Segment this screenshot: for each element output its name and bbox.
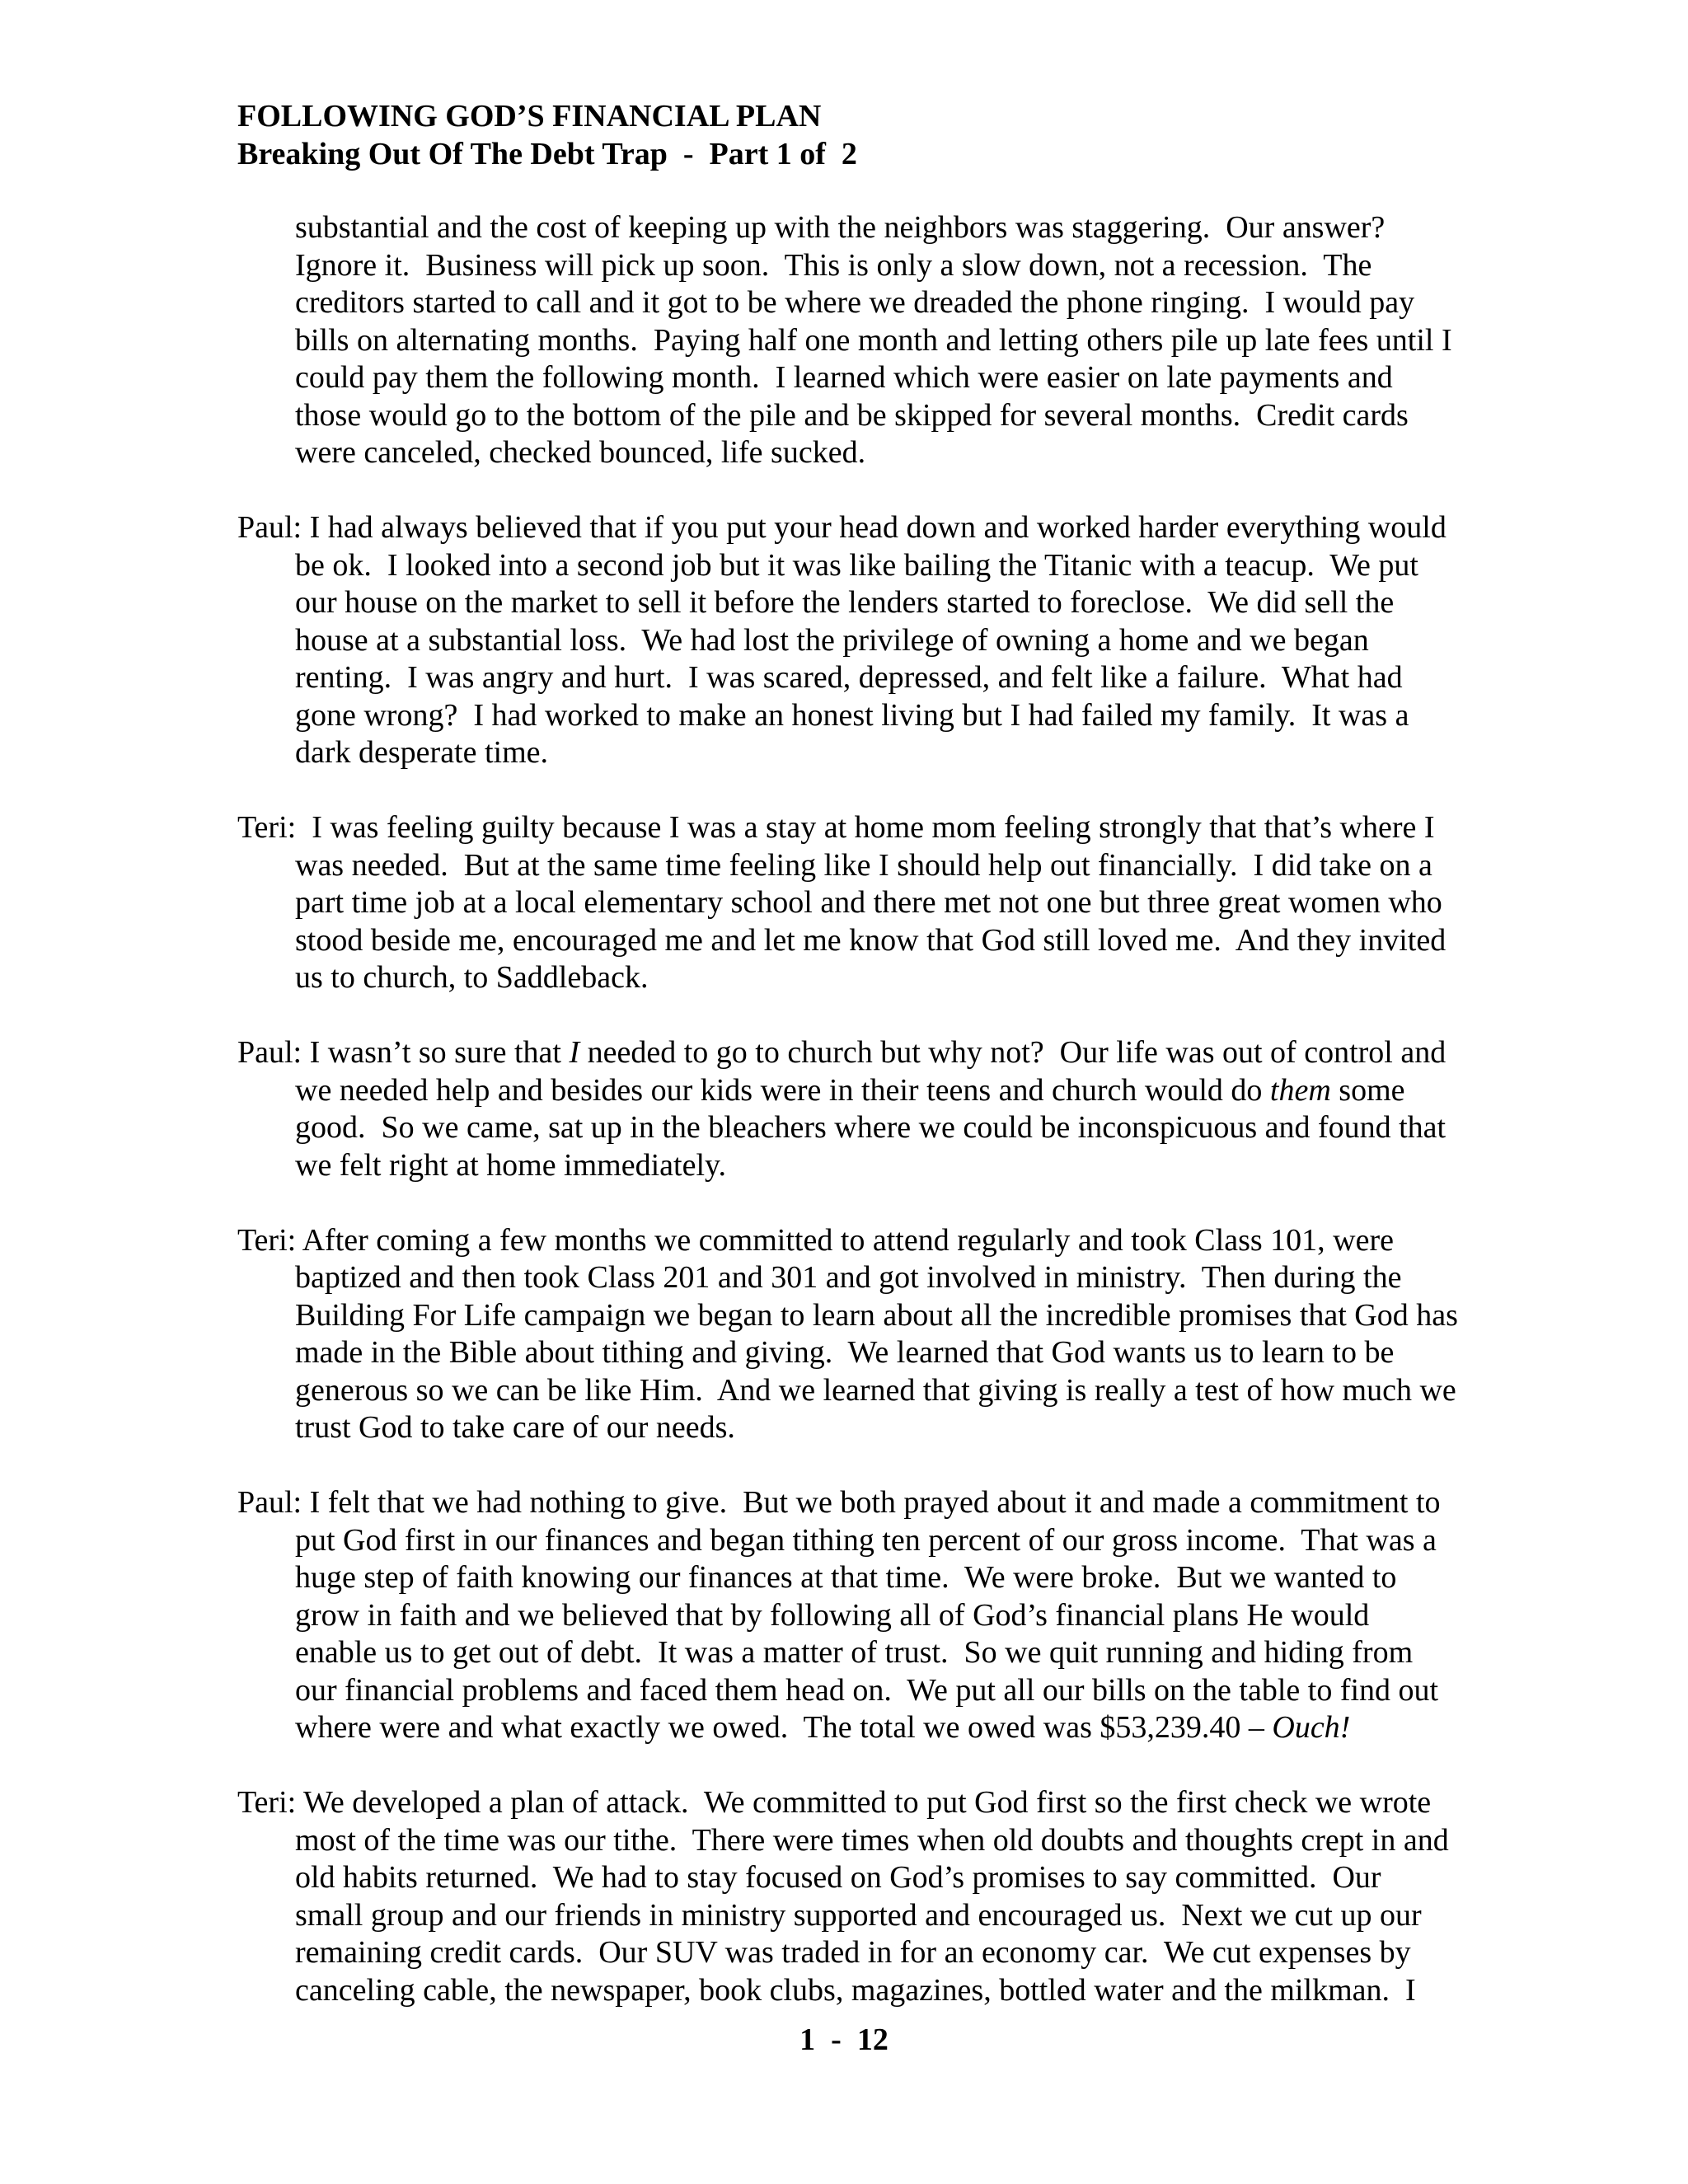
text-line: Teri: I was feeling guilty because I was a stay at home mom feeling strongly that that’s where I (237, 810, 1435, 845)
text-line: substantial and the cost of keeping up with the neighbors was staggering. Our answer? (295, 210, 1386, 245)
text-line (237, 1034, 1523, 1072)
text-line: those would go to the bottom of the pile and be skipped for several months. Credit cards (295, 397, 1409, 433)
text-line: creditors started to call and it got to be where we dreaded the phone ringing. I would pay (295, 285, 1415, 320)
text-line: could pay them the following month. I learned which were easier on late payments and (295, 360, 1393, 395)
text-line: us to church, to Saddleback. (295, 960, 649, 995)
text-line: our house on the market to sell it before the lenders started to foreclose. We did sell the (295, 585, 1395, 620)
text-run: needed to go to church but why not? Our life was out of control and (579, 1035, 1447, 1070)
text-line: canceling cable, the newspaper, book clubs, magazines, bottled water and the milkman. I (295, 1972, 1416, 2008)
document-title: FOLLOWING GOD’S FINANCIAL PLAN (237, 99, 822, 134)
text-line: most of the time was our tithe. There were times when old doubts and thoughts crept in and (295, 1822, 1449, 1858)
text-line: stood beside me, encouraged me and let me know that God still loved me. And they invited (295, 922, 1447, 958)
emphasis-text: I (569, 1035, 580, 1070)
text-line: Paul: I felt that we had nothing to give. But we both prayed about it and made a commitment to (237, 1485, 1441, 1520)
text-line: were canceled, checked bounced, life sucked. (295, 435, 866, 470)
text-line: bills on alternating months. Paying half one month and letting others pile up late fees until I (295, 322, 1452, 358)
document-subtitle: Breaking Out Of The Debt Trap - Part 1 of 2 (237, 137, 857, 171)
text-line: Ignore it. Business will pick up soon. This is only a slow down, not a recession. The (295, 247, 1372, 283)
text-line: generous so we can be like Him. And we learned that giving is really a test of how much we (295, 1372, 1456, 1408)
paragraph-paul-3 (237, 1484, 1523, 1747)
text-line: was needed. But at the same time feeling like I should help out financially. I did take on a (295, 847, 1432, 883)
text-line: we felt right at home immediately. (295, 1147, 727, 1183)
text-run: where were and what exactly we owed. The total we owed was $53,239.40 – (295, 1710, 1273, 1745)
text-line: gone wrong? I had worked to make an honest living but I had failed my family. It was a (295, 697, 1409, 733)
text-line: good. So we came, sat up in the bleachers where we could be inconspicuous and found that (295, 1110, 1447, 1145)
text-line: grow in faith and we believed that by following all of God’s financial plans He would (295, 1597, 1370, 1633)
text-line: Building For Life campaign we began to learn about all the incredible promises that God has (295, 1297, 1458, 1333)
text-line: trust God to take care of our needs. (295, 1410, 735, 1445)
text-line: old habits returned. We had to stay focused on God’s promises to say committed. Our (295, 1860, 1381, 1895)
text-run: some (1330, 1072, 1405, 1108)
text-line: Teri: After coming a few months we committed to attend regularly and took Class 101, were (237, 1222, 1394, 1258)
paragraph-teri-1 (237, 809, 1523, 997)
text-line: our financial problems and faced them head on. We put all our bills on the table to find out (295, 1672, 1439, 1708)
text-line: put God first in our finances and began tithing ten percent of our gross income. That was a (295, 1522, 1437, 1558)
text-line: Paul: I had always believed that if you put your head down and worked harder everything would (237, 510, 1447, 545)
paragraph-teri-2 (237, 1222, 1523, 1447)
text-line: baptized and then took Class 201 and 301 and got involved in ministry. Then during the (295, 1260, 1402, 1295)
text-line: be ok. I looked into a second job but it was like bailing the Titanic with a teacup. We put (295, 547, 1418, 583)
text-line: small group and our friends in ministry supported and encouraged us. Next we cut up our (295, 1897, 1422, 1933)
text-line (295, 1072, 1523, 1110)
paragraph-teri-3 (237, 1784, 1523, 2009)
text-line: renting. I was angry and hurt. I was scared, depressed, and felt like a failure. What had (295, 660, 1403, 695)
text-line: house at a substantial loss. We had lost the privilege of owning a home and we began (295, 622, 1369, 658)
text-line: made in the Bible about tithing and giving. We learned that God wants us to learn to be (295, 1335, 1395, 1370)
paragraph-paul-2 (237, 1034, 1523, 1184)
emphasis-text: Ouch! (1272, 1710, 1351, 1745)
text-line: enable us to get out of debt. It was a matter of trust. So we quit running and hiding from (295, 1635, 1414, 1670)
document-header (237, 97, 857, 173)
text-line: remaining credit cards. Our SUV was traded in for an economy car. We cut expenses by (295, 1935, 1411, 1970)
page-number: 1 - 12 (799, 2022, 889, 2057)
text-line: part time job at a local elementary school and there met not one but three great women who (295, 885, 1442, 920)
text-line: huge step of faith knowing our finances at that time. We were broke. But we wanted to (295, 1560, 1397, 1595)
text-line: Teri: We developed a plan of attack. We committed to put God first so the first check we wrote (237, 1785, 1432, 1820)
text-line (295, 1709, 1523, 1747)
text-line: dark desperate time. (295, 735, 549, 770)
paragraph-paul-1 (237, 509, 1523, 772)
document-body (237, 209, 1523, 2047)
text-run: we needed help and besides our kids were in their teens and church would do (295, 1072, 1270, 1108)
text-run: Paul: I wasn’t so sure that (237, 1035, 570, 1070)
emphasis-text: them (1269, 1072, 1331, 1108)
paragraph-continuation (237, 209, 1523, 472)
